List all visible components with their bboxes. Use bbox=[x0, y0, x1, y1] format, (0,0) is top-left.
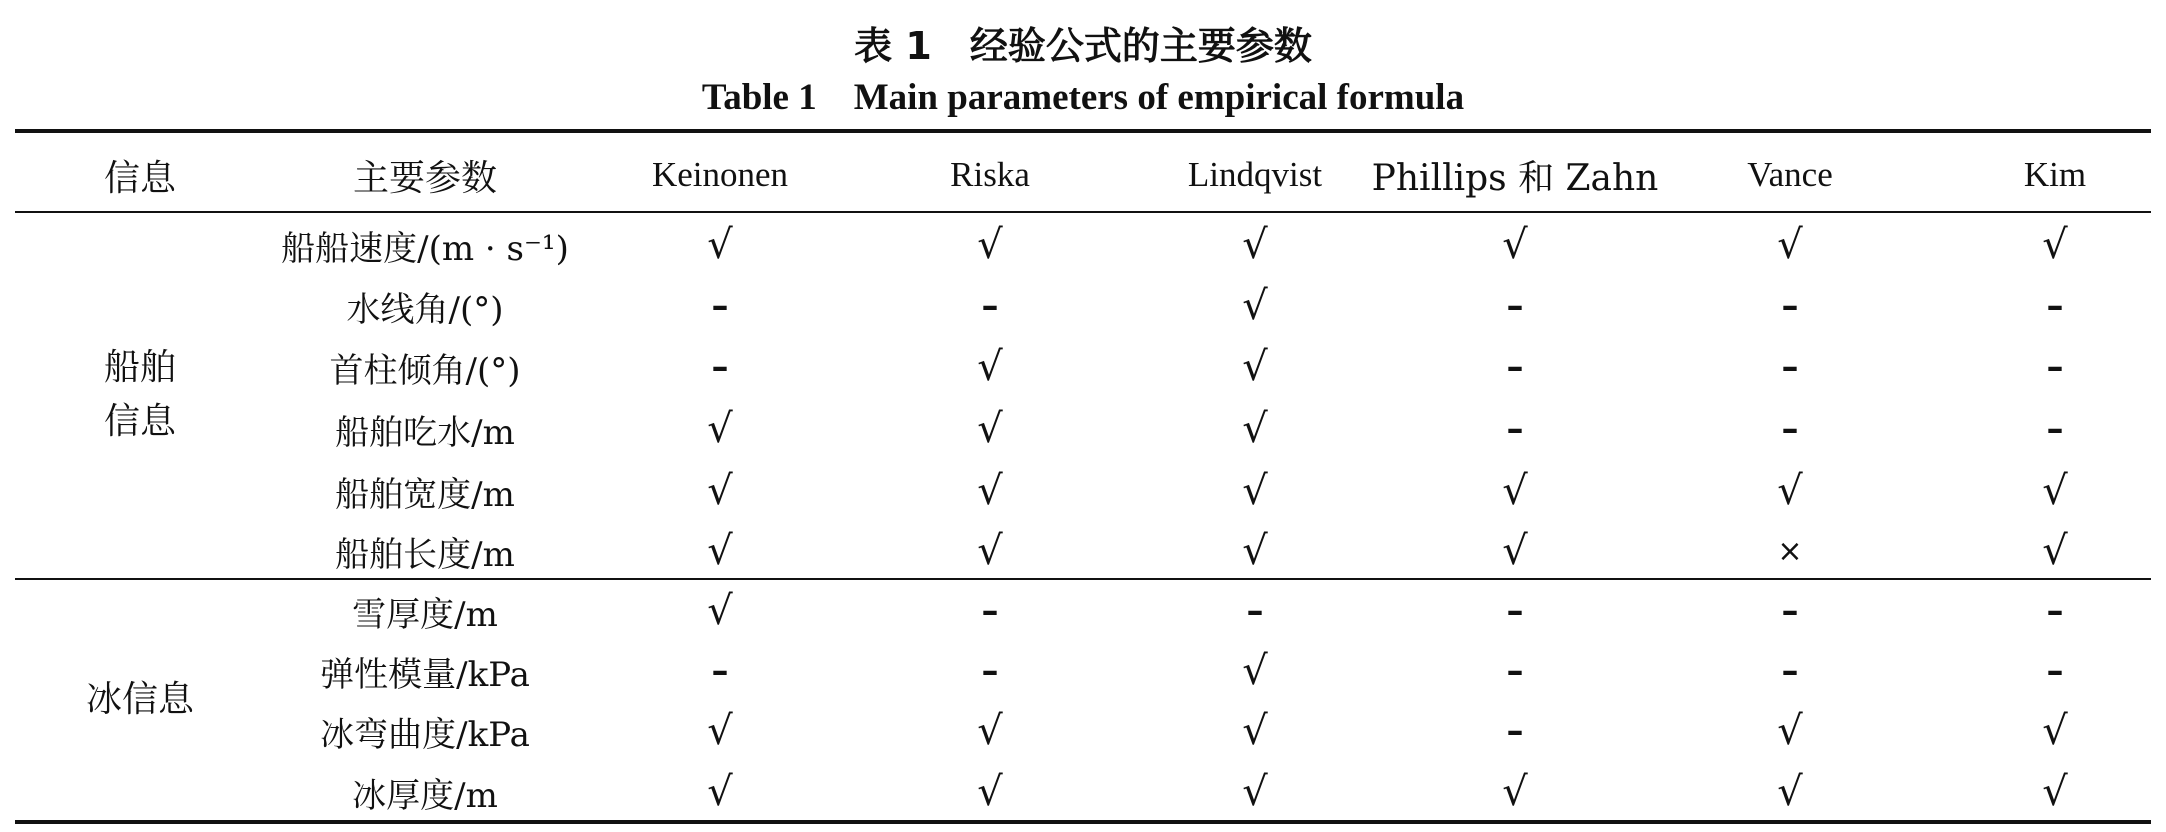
mark-cell: √ bbox=[707, 708, 733, 754]
mark-cell: – bbox=[1506, 591, 1524, 631]
mark-cell: √ bbox=[1777, 468, 1803, 514]
mark-cell: √ bbox=[707, 468, 733, 514]
mark-cell: √ bbox=[977, 468, 1003, 514]
mark-cell: √ bbox=[2042, 769, 2068, 815]
table-row bbox=[0, 521, 2166, 581]
mark-cell: – bbox=[711, 347, 729, 387]
mark-cell: √ bbox=[2042, 222, 2068, 268]
group-label-line: 冰信息 bbox=[85, 679, 194, 720]
mark-cell: √ bbox=[707, 528, 733, 574]
mark-cell: × bbox=[1777, 533, 1803, 569]
mark-cell: – bbox=[711, 286, 729, 326]
mark-cell: – bbox=[1781, 347, 1799, 387]
mark-cell: – bbox=[2046, 651, 2064, 691]
mark-cell: √ bbox=[1242, 222, 1268, 268]
mark-cell: √ bbox=[1242, 648, 1268, 694]
table-row bbox=[0, 641, 2166, 701]
mark-cell: – bbox=[981, 591, 999, 631]
header-lindqvist: Lindqvist bbox=[1187, 155, 1323, 194]
mark-cell: √ bbox=[1242, 528, 1268, 574]
mark-cell: √ bbox=[707, 222, 733, 268]
mark-cell: – bbox=[1246, 591, 1264, 631]
mark-cell: – bbox=[2046, 591, 2064, 631]
table-row bbox=[0, 215, 2166, 275]
header-keinonen: Keinonen bbox=[651, 155, 789, 194]
mark-cell: – bbox=[1781, 591, 1799, 631]
parameter-cell: 冰厚度/m bbox=[352, 775, 498, 816]
parameter-cell: 冰弯曲度/kPa bbox=[320, 714, 530, 755]
mark-cell: – bbox=[1506, 409, 1524, 449]
mark-cell: – bbox=[2046, 347, 2064, 387]
mark-cell: √ bbox=[977, 344, 1003, 390]
mark-cell: √ bbox=[1777, 222, 1803, 268]
table-row bbox=[0, 762, 2166, 822]
mark-cell: √ bbox=[1777, 769, 1803, 815]
parameter-cell: 船船速度/(m · s⁻¹) bbox=[281, 228, 569, 269]
mark-cell: – bbox=[1781, 651, 1799, 691]
header-kim: Kim bbox=[2023, 155, 2087, 194]
parameter-cell: 首柱倾角/(°) bbox=[329, 350, 521, 391]
mark-cell: – bbox=[711, 651, 729, 691]
top-rule bbox=[15, 129, 2151, 133]
mark-cell: – bbox=[1781, 409, 1799, 449]
header-vance: Vance bbox=[1747, 155, 1833, 194]
mark-cell: √ bbox=[1242, 344, 1268, 390]
mark-cell: √ bbox=[2042, 468, 2068, 514]
header-info: 信息 bbox=[103, 157, 176, 199]
parameter-cell: 船舶吃水/m bbox=[335, 412, 515, 453]
mark-cell: √ bbox=[1242, 468, 1268, 514]
mark-cell: √ bbox=[977, 406, 1003, 452]
table-row bbox=[0, 581, 2166, 641]
mark-cell: √ bbox=[1502, 222, 1528, 268]
table-row bbox=[0, 461, 2166, 521]
mark-cell: √ bbox=[977, 708, 1003, 754]
mark-cell: √ bbox=[977, 222, 1003, 268]
mark-cell: √ bbox=[707, 406, 733, 452]
mark-cell: √ bbox=[707, 588, 733, 634]
mark-cell: √ bbox=[1502, 468, 1528, 514]
mark-cell: – bbox=[2046, 286, 2064, 326]
group-label-line: 信息 bbox=[103, 401, 176, 442]
mark-cell: – bbox=[1506, 711, 1524, 751]
header-main-parameters: 主要参数 bbox=[352, 157, 497, 199]
mark-cell: – bbox=[1506, 286, 1524, 326]
parameter-cell: 雪厚度/m bbox=[352, 594, 498, 635]
mark-cell: √ bbox=[977, 769, 1003, 815]
parameter-cell: 船舶宽度/m bbox=[335, 474, 515, 515]
mark-cell: √ bbox=[1242, 769, 1268, 815]
mark-cell: √ bbox=[2042, 528, 2068, 574]
parameter-cell: 船舶长度/m bbox=[335, 534, 515, 575]
mark-cell: – bbox=[2046, 409, 2064, 449]
table-caption-chinese: 表 1 经验公式的主要参数 bbox=[854, 24, 1312, 68]
table-header-row bbox=[0, 145, 2166, 205]
group-label-line: 船舶 bbox=[103, 347, 176, 388]
group-divider-rule bbox=[15, 578, 2151, 580]
mark-cell: – bbox=[1781, 286, 1799, 326]
mark-cell: √ bbox=[1777, 708, 1803, 754]
mark-cell: – bbox=[1506, 347, 1524, 387]
table-caption-english: Table 1 Main parameters of empirical formula bbox=[701, 77, 1465, 118]
table-row bbox=[0, 337, 2166, 397]
mark-cell: – bbox=[981, 651, 999, 691]
mark-cell: √ bbox=[707, 769, 733, 815]
table-row bbox=[0, 701, 2166, 761]
parameter-cell: 弹性模量/kPa bbox=[320, 654, 530, 695]
bottom-rule bbox=[15, 820, 2151, 824]
mark-cell: – bbox=[1506, 651, 1524, 691]
header-phillips-zahn: Phillips 和 Zahn bbox=[1371, 157, 1659, 199]
mark-cell: √ bbox=[1242, 406, 1268, 452]
table-row bbox=[0, 276, 2166, 336]
mark-cell: √ bbox=[1502, 769, 1528, 815]
mark-cell: √ bbox=[1242, 283, 1268, 329]
table-row bbox=[0, 399, 2166, 459]
mark-cell: √ bbox=[977, 528, 1003, 574]
header-riska: Riska bbox=[950, 155, 1030, 194]
mark-cell: √ bbox=[1502, 528, 1528, 574]
mark-cell: √ bbox=[2042, 708, 2068, 754]
header-rule bbox=[15, 211, 2151, 213]
mark-cell: – bbox=[981, 286, 999, 326]
mark-cell: √ bbox=[1242, 708, 1268, 754]
parameter-cell: 水线角/(°) bbox=[346, 289, 504, 330]
